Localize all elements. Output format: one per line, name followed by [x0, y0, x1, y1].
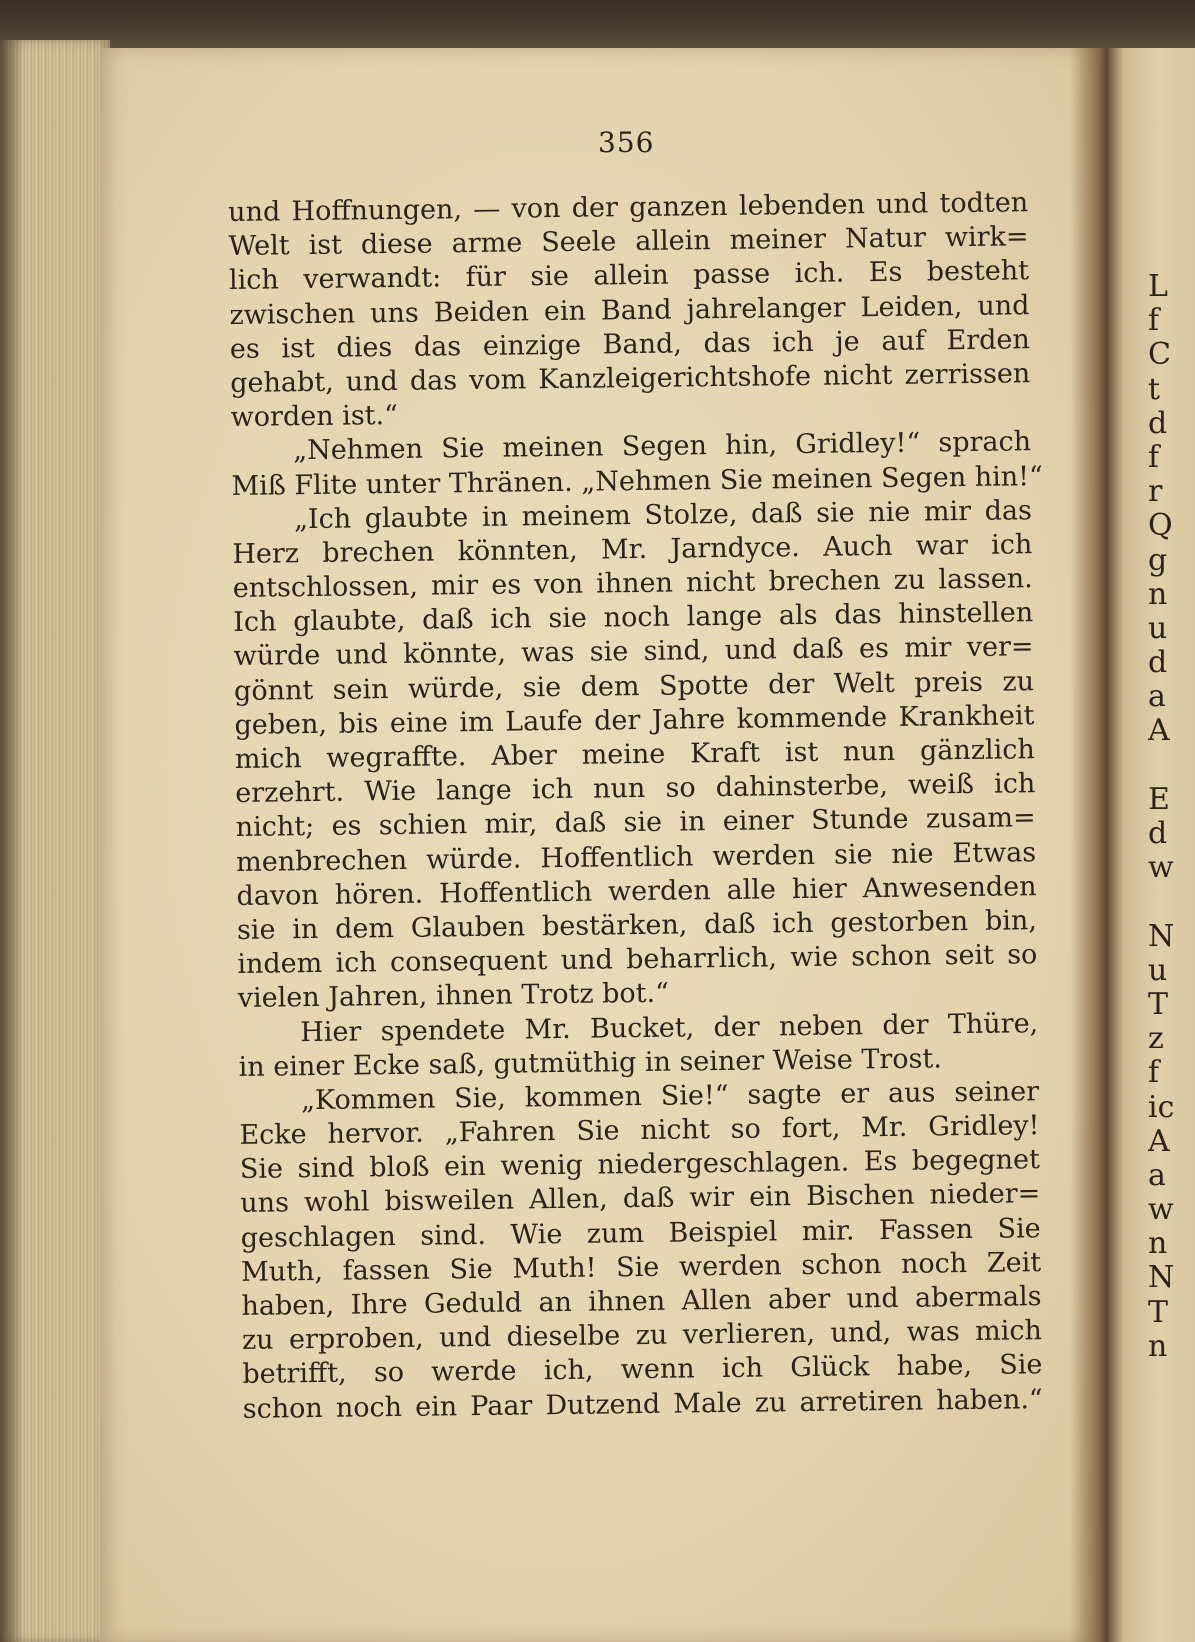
text-line: uns wohl bisweilen Allen, daß wir ein Bischen nieder=: [240, 1178, 1041, 1220]
page-body-text: [228, 186, 1043, 1426]
facing-page-fragment: L: [1148, 270, 1168, 304]
text-line: würde und könnte, was sie sind, und daß es mir ver=: [233, 631, 1034, 673]
facing-page-fragment: d: [1148, 645, 1168, 681]
text-line: Sie sind bloß ein wenig niedergeschlagen. Es begegnet: [239, 1144, 1041, 1186]
text-line: haben, Ihre Geduld an ihnen Allen aber und abermals: [241, 1281, 1042, 1322]
facing-page-fragment: A: [1148, 1123, 1170, 1159]
text-line: zwischen uns Beiden ein Band jahrelanger Leiden, und: [229, 289, 1030, 331]
text-line: gönnt sein würde, sie dem Spotte der Welt preis zu: [233, 665, 1035, 707]
facing-page-fragment: w: [1148, 850, 1174, 886]
facing-page-fragment: w: [1148, 1192, 1174, 1228]
text-line: Welt ist diese arme Seele allein meiner Natur wirk=: [228, 221, 1029, 263]
text-line: geschlagen sind. Wie zum Beispiel mir. Fassen Sie: [240, 1212, 1041, 1254]
text-line: vielen Jahren, ihnen Trotz bot.“: [237, 977, 670, 1015]
facing-page-text: [1148, 270, 1195, 1364]
facing-page-fragment: T: [1148, 1294, 1169, 1330]
facing-page-fragment: N: [1148, 918, 1175, 954]
text-line: betrifft, so werde ich, wenn ich Glück habe, Sie: [242, 1349, 1043, 1391]
facing-page-fragment: n: [1148, 1226, 1168, 1262]
page-edges-shadow: [0, 40, 24, 1642]
text-line: zu erproben, und dieselbe zu verlieren, und, was mich: [241, 1315, 1043, 1357]
text-line: „Ich glaubte in meinem Stolze, daß sie nie mir das: [293, 494, 1033, 535]
text-line: Miß Flite unter Thränen. „Nehmen Sie meinen Segen hin!“: [231, 460, 1043, 502]
facing-page-fragment: a: [1148, 1157, 1166, 1193]
facing-page-fragment: N: [1148, 1260, 1175, 1296]
text-line: schon noch ein Paar Dutzend Male zu arretiren haben.“: [242, 1383, 1043, 1425]
text-line: worden ist.“: [230, 400, 399, 434]
text-line: indem ich consequent und beharrlich, wie schon seit so: [237, 939, 1038, 981]
text-line: Muth, fassen Sie Muth! Sie werden schon noch Zeit: [240, 1246, 1042, 1288]
facing-page-fragment: d: [1148, 405, 1168, 441]
text-line: Hier spendete Mr. Bucket, der neben der Thüre,: [300, 1007, 1039, 1048]
text-line: erzehrt. Wie lange ich nun so dahinsterbe, weiß ich: [235, 768, 1036, 810]
facing-page-fragment: r: [1148, 474, 1163, 510]
text-line: Ich glaubte, daß ich sie noch lange als das hinstellen: [233, 597, 1034, 639]
facing-page-fragment: n: [1148, 576, 1168, 612]
text-line: Herz brechen könnten, Mr. Jarndyce. Auch war ich: [232, 529, 1033, 570]
text-line: mich wegraffte. Aber meine Kraft ist nun gänzlich: [234, 734, 1036, 775]
facing-page-fragment: n: [1148, 1328, 1168, 1364]
text-line: menbrechen würde. Hoffentlich werden sie nie Etwas: [235, 836, 1037, 878]
facing-page-fragment: T: [1148, 986, 1169, 1022]
facing-page-fragment: E: [1148, 781, 1170, 817]
facing-page-fragment: f: [1148, 303, 1160, 339]
facing-page-fragment: t: [1148, 371, 1161, 407]
facing-page-fragment: d: [1148, 816, 1168, 851]
facing-page-fragment: Q: [1148, 508, 1173, 544]
facing-page-fragment: A: [1148, 713, 1170, 749]
text-line: „Kommen Sie, kommen Sie!“ sagte er aus seiner: [300, 1076, 1040, 1117]
text-line: gehabt, und das vom Kanzleigerichtshofe nicht zerrissen: [230, 358, 1031, 399]
facing-page-fragment: f: [1148, 439, 1160, 475]
text-line: es ist dies das einzige Band, das ich je auf Erden: [229, 323, 1031, 365]
text-line: in einer Ecke saß, gutmüthig in seiner Weise Trost.: [238, 1043, 942, 1083]
text-line: Ecke hervor. „Fahren Sie nicht so fort, Mr. Gridley!: [239, 1110, 1040, 1151]
facing-page-fragment: f: [1148, 1055, 1160, 1091]
facing-page-fragment: [1148, 885, 1195, 919]
facing-page-fragment: [1148, 749, 1195, 783]
text-line: geben, bis eine im Laufe der Jahre kommende Krankheit: [234, 700, 1035, 741]
facing-page-fragment: u: [1148, 610, 1168, 646]
text-line: nicht; es schien mir, daß sie in einer Stunde zusam=: [235, 802, 1036, 844]
text-line: „Nehmen Sie meinen Segen hin, Gridley!“ sprach: [292, 426, 1032, 467]
facing-page-fragment: g: [1148, 542, 1168, 578]
text-line: und Hoffnungen, — von der ganzen lebenden und todten: [228, 187, 1029, 228]
facing-page-fragment: C: [1148, 337, 1171, 373]
text-line: lich verwandt: für sie allein passe ich. Es besteht: [228, 255, 1030, 297]
gutter-shadow: [1070, 48, 1110, 1642]
facing-page-fragment: u: [1148, 952, 1168, 988]
facing-page-fragment: ic: [1148, 1089, 1175, 1125]
text-line: entschlossen, mir es von ihnen nicht brechen zu lassen.: [232, 563, 1033, 605]
page-number: 356: [598, 126, 655, 159]
text-line: sie in dem Glauben bestärken, daß ich gestorben bin,: [236, 905, 1038, 946]
text-line: davon hören. Hoffentlich werden alle hier Anwesenden: [236, 870, 1037, 912]
facing-page-fragment: z: [1148, 1021, 1164, 1057]
facing-page-fragment: a: [1148, 679, 1166, 715]
